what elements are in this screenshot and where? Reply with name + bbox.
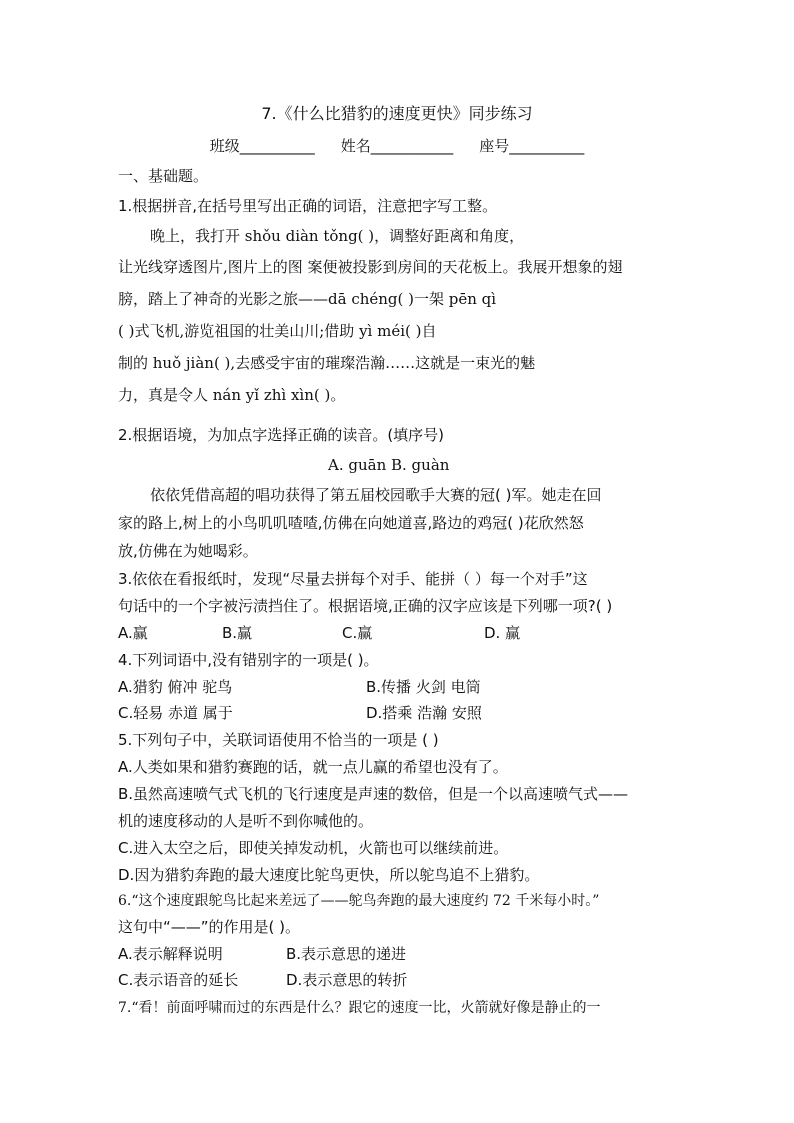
q1-line: 制的 huǒ jiàn( ),去感受宇宙的璀璨浩瀚……这就是一束光的魅	[118, 354, 536, 372]
name-label: 姓名	[340, 137, 371, 155]
section-heading-basic: 一、基础题。	[118, 167, 209, 185]
q2-line: 家的路上,树上的小鸟叽叽喳喳,仿佛在向她道喜,路边的鸡冠( )花欣然怒	[118, 514, 584, 532]
q1-line: ( )式飞机,游览祖国的壮美山川;借助 yì méi( )自	[118, 322, 437, 340]
q6-option-b: B.表示意思的递进	[286, 945, 407, 963]
q2-line: 依依凭借高超的唱功获得了第五届校园歌手大赛的冠( )军。她走在回	[150, 486, 602, 504]
q6-option-a: A.表示解释说明	[118, 945, 223, 963]
q4-option-a: A.猎豹 俯冲 驼鸟	[118, 678, 233, 696]
q3-option-c: C.赢	[342, 624, 373, 642]
class-label: 班级	[209, 137, 240, 155]
class-blank[interactable]: __________	[239, 137, 315, 155]
q3-option-b: B.赢	[222, 624, 253, 642]
q1-line: 力，真是令人 nán yǐ zhì xìn( )。	[118, 386, 346, 404]
q6-line: 这句中“——”的作用是( )。	[118, 918, 301, 936]
seat-blank[interactable]: __________	[509, 137, 585, 155]
q2-stem: 2.根据语境，为加点字选择正确的读音。(填序号)	[118, 426, 445, 444]
q1-stem: 1.根据拼音,在括号里写出正确的词语，注意把字写工整。	[118, 197, 498, 215]
q4-stem: 4.下列词语中,没有错别字的一项是( )。	[118, 651, 379, 669]
q2-options: A. guān B. guàn	[328, 456, 450, 474]
q2-line: 放,仿佛在为她喝彩。	[118, 542, 258, 560]
q6-option-d: D.表示意思的转折	[286, 971, 408, 989]
page-title: 7.《什么比猎豹的速度更快》同步练习	[261, 104, 533, 123]
q5-option-line: A.人类如果和猎豹赛跑的话，就一点儿赢的希望也没有了。	[118, 758, 508, 776]
q3-line: 句话中的一个字被污渍挡住了。根据语境,正确的汉字应该是下列哪一项?( )	[118, 597, 613, 615]
q5-option-line: B.虽然高速喷气式飞机的飞行速度是声速的数倍，但是一个以高速喷气式——	[118, 785, 629, 803]
q1-line: 让光线穿透图片,图片上的图 案便被投影到房间的天花板上。我展开想象的翅	[118, 258, 623, 276]
q4-option-d: D.搭乘 浩瀚 安照	[366, 704, 482, 722]
q5-option-line: D.因为猎豹奔跑的最大速度比鸵鸟更快，所以鸵鸟追不上猎豹。	[118, 866, 540, 884]
q6-line: 6.“这个速度跟鸵鸟比起来差远了——鸵鸟奔跑的最大速度约 72 千米每小时。”	[118, 893, 600, 909]
q5-option-line: 机的速度移动的人是听不到你喊他的。	[118, 812, 374, 830]
name-blank[interactable]: ___________	[370, 137, 454, 155]
q3-option-a: A.赢	[118, 624, 148, 642]
q5-stem: 5.下列句子中，关联词语使用不恰当的一项是 ( )	[118, 731, 439, 749]
student-info-row	[0, 136, 794, 156]
q3-option-d: D. 赢	[484, 624, 521, 642]
q5-option-line: C.进入太空之后，即使关掉发动机，火箭也可以继续前进。	[118, 839, 509, 857]
q1-line: 膀，踏上了神奇的光影之旅——dā chéng( )一架 pēn qì	[118, 290, 497, 308]
q7-line: 7.“看！前面呼啸而过的东西是什么？跟它的速度一比，火箭就好像是静止的一	[118, 1000, 601, 1016]
q3-line: 3.依依在看报纸时，发现“尽量去拼每个对手、能拼（ ）每一个对手”这	[118, 570, 588, 588]
seat-label: 座号	[479, 137, 510, 155]
q6-option-c: C.表示语音的延长	[118, 971, 239, 989]
q4-option-c: C.轻易 赤道 属于	[118, 704, 233, 722]
q4-option-b: B.传播 火剑 电筒	[366, 678, 481, 696]
q1-line: 晚上，我打开 shǒu diàn tǒng( )，调整好距离和角度，	[150, 227, 525, 245]
